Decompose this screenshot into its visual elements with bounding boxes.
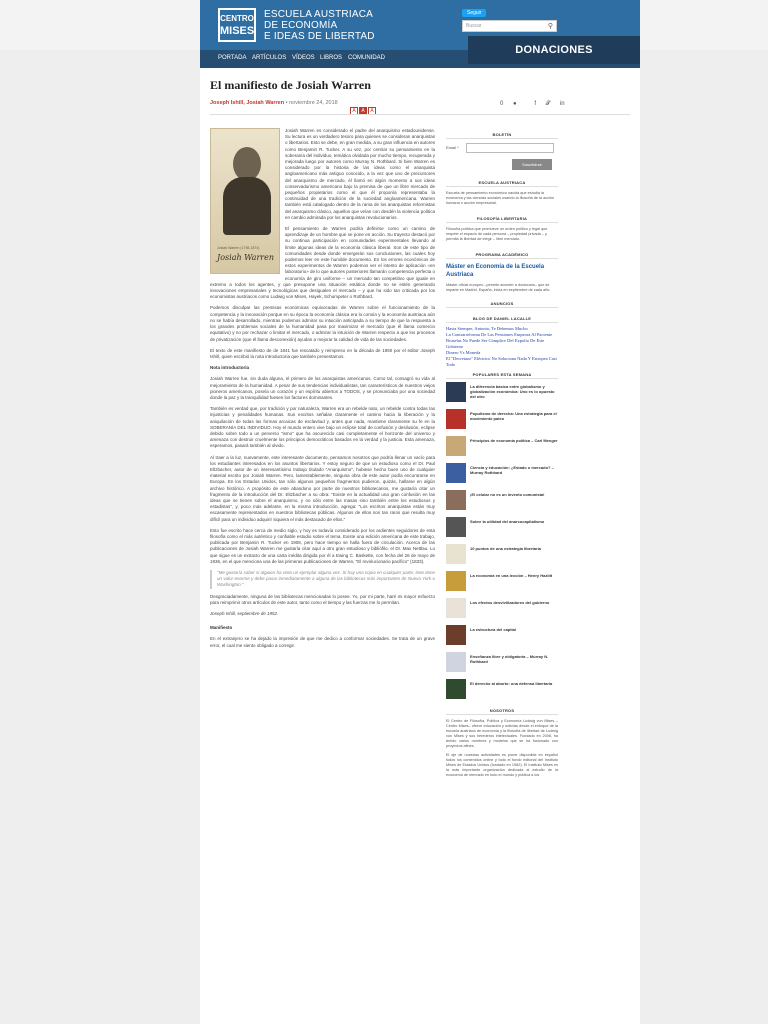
popular-title[interactable]: Populismo de derecha: Una estrategia para el movimiento paleo <box>470 411 557 422</box>
nav-item-articulos[interactable]: ARTÍCULOS <box>252 55 287 61</box>
popular-thumbnail[interactable] <box>446 463 466 483</box>
filosofia-text: Filosofía política que promueve un orden político y legal que respete el espacio de cada persona – propiedad privada – y permita la libertad de elegir – libre mercado. <box>446 227 548 241</box>
donate-button[interactable]: DONACIONES <box>468 36 640 64</box>
logo-bottom-text: MISES <box>220 25 255 37</box>
search-placeholder: Buscar <box>466 23 482 29</box>
popular-thumbnail[interactable] <box>446 517 466 537</box>
popular-title[interactable]: Los efectos desvivilizadores del gobierno <box>470 600 550 605</box>
popular-item[interactable] <box>446 382 558 407</box>
paragraph: En el extranjero se ha dejado la impresión de que me dedico a conformar sociedades. Se trata de un grave error, el cual me siento obligado a corregir. <box>210 636 435 648</box>
linkedin-icon[interactable]: in <box>559 101 565 107</box>
popular-title[interactable]: ¡El celular no es un invento comunista! <box>470 492 545 497</box>
nav-item-portada[interactable]: PORTADA <box>218 55 247 61</box>
comment-count[interactable] <box>500 101 525 107</box>
popular-thumbnail[interactable] <box>446 382 466 402</box>
paragraph: Al traer a la luz, nuevamente, este interesante documento, pensamos nosotros que podría llenar un vacío para los estudiantes interesados en los asuntos libertarios. Y estoy seguro de que un estudioso como el Dr. Paul Eltzbacher, autor de un interesantísimo trabajo titulado "Anarquismo", hubiese hecho buen uso de cualquier material escrito por Josiah Warren. Pero, lamentablemente, ninguna obra de este autor podía encontrarse en Europa. En los Estados Unidos, tan sólo algunos pequeños fragmentos pudieron, quizás, hallarse en algún archivo histórico. A propósito de este abandono por parte de nuestros bibliotecarios, me gustaría citar un fragmento de la introducción del Dr. Eltzbacher a su obra: "Existe en la actualidad una gran confusión en las ideas que se tienen sobre el anarquismo, y no sólo entre las masas sino también entre los estudiosos y estadistas", y, poco más adelante, en la misma introducción, agrega: "Los escritos anarquistas están muy escasamente representados en nuestros bibliotecas públicas. Algunos de ellos son tan raros que resulta muy difícil para un individuo adquirir siquiera el más destacado de ellos." <box>210 454 435 522</box>
popular-item[interactable] <box>446 652 558 677</box>
portrait-signature: Josiah Warren <box>217 253 274 262</box>
nav-item-videos[interactable]: VÍDEOS <box>292 55 315 61</box>
portrait-body <box>223 177 271 235</box>
article-meta <box>210 100 338 106</box>
meta-separator: • <box>285 100 290 106</box>
nosotros-text: El eje de nuestras actividades es poner disponible en español todos los contenidos online y todo el fondo editorial del Instituto Mises de Estados Unidos (fundado en 1982). El Instituto Mises es la más importante organización dedicada al estudio de la economía de mercado en todo el mundo y publica a los <box>446 753 558 777</box>
popular-item[interactable] <box>446 490 558 515</box>
article-card <box>200 68 640 1024</box>
facebook-icon[interactable]: f <box>534 101 536 107</box>
popular-thumbnail[interactable] <box>446 598 466 618</box>
comment-count-value: 0 <box>500 101 504 107</box>
popular-thumbnail[interactable] <box>446 625 466 645</box>
paragraph: Josiah Warren es considerado el padre del anarquismo estadounidense. Su lectura es un verdadero tesoro para quienes se consideran anarquistas o libertarios. Esto se debe, en gran medida, a su gran influencia en autores como Benjamin R. Tucker. A su vez, por centrar su pensamiento en la soberanía del individuo, temática olvidada por mucho tiempo, recuperada y mejorada luego por autores como Murray N. Rothbard. Si bien Warren es considerado por la historia de las ideas como el anarquista angloamericano más antiguo conocido, a la vez que uno de precursores del anarquismo de mercado, él llamó en algún momento a sus ideas conservadurismo americano bajo la premisa de que un libre mercado de pequeños propietarios como el que él proponía representaba la continuidad de una tradición de la sociedad angloamericana. Warren también está catalogado dentro de la rama de los anarquistas reformistas del anarquismo clásico, aquellos que veían con desdén la violencia política en cambio admirada por los anarquistas revolucionarios. <box>285 128 435 220</box>
paragraph: El texto de este manifiesto de de 1841 fue rescatado y reimpreso en la década de 1950 por el editor Joseph Ishill, quien escribió la nota introductoria que también presentamos. <box>210 347 435 359</box>
subscribe-button[interactable]: Suscribirse <box>512 159 552 170</box>
main-nav <box>200 44 640 68</box>
brand-title[interactable] <box>264 9 375 42</box>
twitter-follow-button[interactable]: Seguir <box>462 9 486 17</box>
font-size-small-button[interactable]: A <box>350 107 358 115</box>
blog-link[interactable]: El "Decretazo" Eléctrico No Soluciona Nada Y Estropea Casi Todo <box>446 356 557 367</box>
popular-thumbnail[interactable] <box>446 544 466 564</box>
paragraph: Desgraciadamente, ninguna de las bibliotecas mencionadas lo posee. Yo, por mi parte, haré mi mayor esfuerzo para reimprimir otros artículos de este autor, tanto como el tiempo y las fuerzas me lo permitan. <box>210 593 435 605</box>
popular-list <box>446 382 558 704</box>
article-date: noviembre 24, 2018 <box>289 100 338 106</box>
portrait-head <box>233 147 261 181</box>
anuncios-heading: ANUNCIOS <box>446 301 558 308</box>
article-author[interactable]: Joseph Ishill, Josiah Warren <box>210 100 285 106</box>
popular-item[interactable] <box>446 679 558 704</box>
twitter-icon[interactable]: 𝓣 <box>545 101 551 107</box>
email-label: Email * <box>446 145 459 151</box>
blog-link[interactable]: Dinero Vs Moneda <box>446 350 481 355</box>
font-size-large-button[interactable]: A <box>368 107 376 115</box>
popular-thumbnail[interactable] <box>446 436 466 456</box>
sidebar <box>446 128 558 782</box>
nav-item-libros[interactable]: LIBROS <box>320 55 343 61</box>
logo-top-text: CENTRO <box>220 14 254 23</box>
brand-line: ESCUELA AUSTRIACA <box>264 9 373 20</box>
programa-text: Máster oficial europeo –permite acceder a doctorado– que se imparte en Madrid, España, inicia en septiembre de cada año. <box>446 283 551 292</box>
popular-thumbnail[interactable] <box>446 409 466 429</box>
popular-title[interactable]: La estructura del capital <box>470 627 517 632</box>
popular-item[interactable] <box>446 598 558 623</box>
newsletter-heading: BOLETÍN <box>446 132 558 139</box>
paragraph: Josiah Warren fue, sin duda alguna, el primero de los anarquistas americanos. Como tal, consagró su vida al mejoramiento de la humanidad. A pesar de sus tendencias individualistas, tan característicos de nuestros viejos pioneros americanos, poseía un corazón y un espíritu abiertos a TODOS, y se pronunciaba por una sociedad donde la paz y la tranquilidad fuesen los factores dominantes. <box>210 376 435 400</box>
programa-heading: PROGRAMA ACADÉMICO <box>446 252 558 259</box>
popular-title[interactable]: Ciencia y educación: ¿Estado o mercado? – Murray Rothbard <box>470 465 554 476</box>
popular-thumbnail[interactable] <box>446 679 466 699</box>
site-logo[interactable] <box>218 8 256 42</box>
font-size-medium-button[interactable]: A <box>359 107 367 115</box>
filosofia-heading: FILOSOFÍA LIBERTARIA <box>446 216 558 223</box>
portrait-caption: Josiah Warren (1798-1874) <box>217 246 260 250</box>
escuela-heading: ESCUELA AUSTRIACA <box>446 180 558 187</box>
article-title: El manifiesto de Josiah Warren <box>210 78 371 92</box>
popular-title[interactable]: Principios de economía política – Carl Menger <box>470 438 558 443</box>
article-body <box>210 128 435 654</box>
email-row <box>446 143 558 153</box>
section-heading: Nota introductoria <box>210 365 249 371</box>
popular-item[interactable] <box>446 436 558 461</box>
paragraph: Esto fue escrito hace cerca de medio siglo, y hoy es todavía considerado por los ardientes seguidores de esta filosofía como el más auténtico y confiable estudio sobre el tema. Existe una edición americana de este trabajo, publicada por Benjamin R. Tucker en 1908, pero hace tiempo se halla fuera de circulación. Acerca de las publicaciones de Josiah Warren me gustaría citar aquí a otro gran estudioso y bibliófilo, el Dr. Max Nettlau. Lo que sigue es un extracto de una carta inédita dirigida por él a Ewing C. Baskette, con fecha del 26 de mayo de 1936, en el que menciona una de las primeras publicaciones de Warren, "El revolucionario pacífico" (1833). <box>210 527 435 564</box>
search-icon[interactable]: ⚲ <box>547 23 553 30</box>
paragraph: También es verdad que, por tradición y por naturaleza, Warren era un rebelde nato, un rebelde contra todas las injusticias y penalidades humanas. Sus escritos señalan claramente el camino hacia la liberación y la aniquilación de todas las formas arcaicas de esclavitud y, antes que nada, mantiene claramente su fe en la SOBERANÍA DEL INDIVIDUO. Hoy el mundo entero vive bajo un eclipse total de confusión y desilusión, eclipse debido sobre todo a un perverso "ismo" que ha oscurecido casi completamente el horizonte del universo y amenaza con destruir cruelmente los principios democráticos basados en la verdad y la justicia. Esta amenaza, esperamos, pasará también al olvido. <box>210 406 435 449</box>
popular-title[interactable]: El derecho al aborto: una defensa libertaria <box>470 681 553 686</box>
nosotros-heading: NOSOTROS <box>446 708 558 715</box>
popular-item[interactable] <box>446 625 558 650</box>
popular-title[interactable]: Enseñanza libre y obligatoria – Murray N. Rothbard <box>470 654 549 665</box>
comment-icon: ● <box>513 101 517 107</box>
popular-thumbnail[interactable] <box>446 571 466 591</box>
blog-link[interactable]: Bruselas No Puede Ser Cómplice Del Expolio De Este Gobierno <box>446 338 545 349</box>
popular-title[interactable]: La diferencia básica entre globalismo y globalización económica: Uno es lo opuesto del otro <box>470 384 555 400</box>
divider <box>210 114 630 115</box>
popular-item[interactable] <box>446 544 558 569</box>
nav-item-comunidad[interactable]: COMUNIDAD <box>348 55 385 61</box>
popular-title[interactable]: La economía en una lección – Henry Hazlitt <box>470 573 553 578</box>
escuela-text: Escuela de pensamiento económico nacida que estudia la economía y las ciencias sociales usando la filosofía de la acción humana o acción empresarial. <box>446 191 555 205</box>
site-header <box>0 0 768 50</box>
brand-line: E IDEAS DE LIBERTAD <box>264 31 375 42</box>
blog-heading: BLOG DE DANIEL LACALLE <box>446 316 558 323</box>
signature-line: Joseph Ishill, septiembre de 1952. <box>210 611 279 617</box>
brand-line: DE ECONOMÍA <box>264 20 338 31</box>
popular-title[interactable]: Sobre la utilidad del anarcocapitalismo <box>470 519 545 524</box>
paragraph: El pensamiento de Warren podría definirse como un camino de aprendizaje de un hombre que se pone en acción. Su trayecto destacó por su continua participación en comunidades experimentales llevando al límite algunas ideas de la economía clásica liberal. Son de este tipo de comunidades desde donde emergerán sus conclusiones, las cuales hoy podemos leer en este humilde documento. En los errores económicos de estos experimentos de Warren podemos ver el intento de aplicación «en laboratorio» de lo que autores posteriores llamarán competencia perfecta o economía de giro uniforme – un mercado tan competitivo que iguale en extremo a todos los agentes, y que presupone una situación estática donde no se estén generando innovaciones empresariales y tecnológicas que desigualen el mercado – y que ha sido tan criticada por los economistas austriacos como Ludwig von Mises, Hayek, Schumpeter o Rothbard. <box>210 226 435 300</box>
popular-item[interactable] <box>446 517 558 542</box>
paragraph: Podemos disculpar las premisas económicas equivocadas de Warren sobre el funcionamiento de la competencia y la innovación porque en su época la economía clásica era lo común y la economía austriaca aún no se había desarrollado, mientras podemos admirar su intuición anticipada a su tiempo de que la respuesta a los grandes problemas sociales de la humanidad pasa por maximizar el mercado (que él llama comercio equitativo) y no por rechazar o limitar el mercado, o admirar la intuición de Warren respecto a que los procesos de privatización (que él llama desconexión) ayudan a mejorar la calidad de vida de las sociedades. <box>210 305 435 342</box>
search-input[interactable] <box>462 20 557 32</box>
blog-link[interactable]: La Contrarreforma De Las Pensiones Empeora Al Paciente <box>446 332 553 337</box>
blog-link[interactable]: Hasta Siempre, Antonio, Te Debemos Mucho <box>446 326 528 331</box>
popular-title[interactable]: 10 puntos de una estrategia libertaria <box>470 546 541 551</box>
blockquote: "Me gustaría saber si alguien ha visto un ejemplar alguna vez. Si hay una copia en cualquier parte, éste tiene un valor enorme y debe pasar inmediatamente a alguna de las bibliotecas más importantes de Nueva York o Washington." <box>210 570 435 589</box>
popular-thumbnail[interactable] <box>446 652 466 672</box>
popular-item[interactable] <box>446 463 558 488</box>
josiah-warren-portrait <box>210 128 280 274</box>
master-link[interactable]: Máster en Economía de la Escuela Austriaca <box>446 264 545 278</box>
popular-heading: POPULARES ESTA SEMANA <box>446 372 558 379</box>
popular-thumbnail[interactable] <box>446 490 466 510</box>
popular-item[interactable] <box>446 571 558 596</box>
email-field[interactable] <box>466 143 554 153</box>
nosotros-text: El Centro de Filosofía, Política y Economía Ludwig von Mises –Centro Mises– ofrece educación y noticias desde el enfoque de la escuela austriaca de economía y la filosofía de libertad de Ludwig von Mises y sus herederos intelectuales. Fundado en 2006, ha tenido varios nombres y modelos que se ha fusionado con proyectos afines. <box>446 719 558 748</box>
share-bar <box>500 101 573 108</box>
popular-item[interactable] <box>446 409 558 434</box>
section-heading: Manifiesto <box>210 625 233 631</box>
